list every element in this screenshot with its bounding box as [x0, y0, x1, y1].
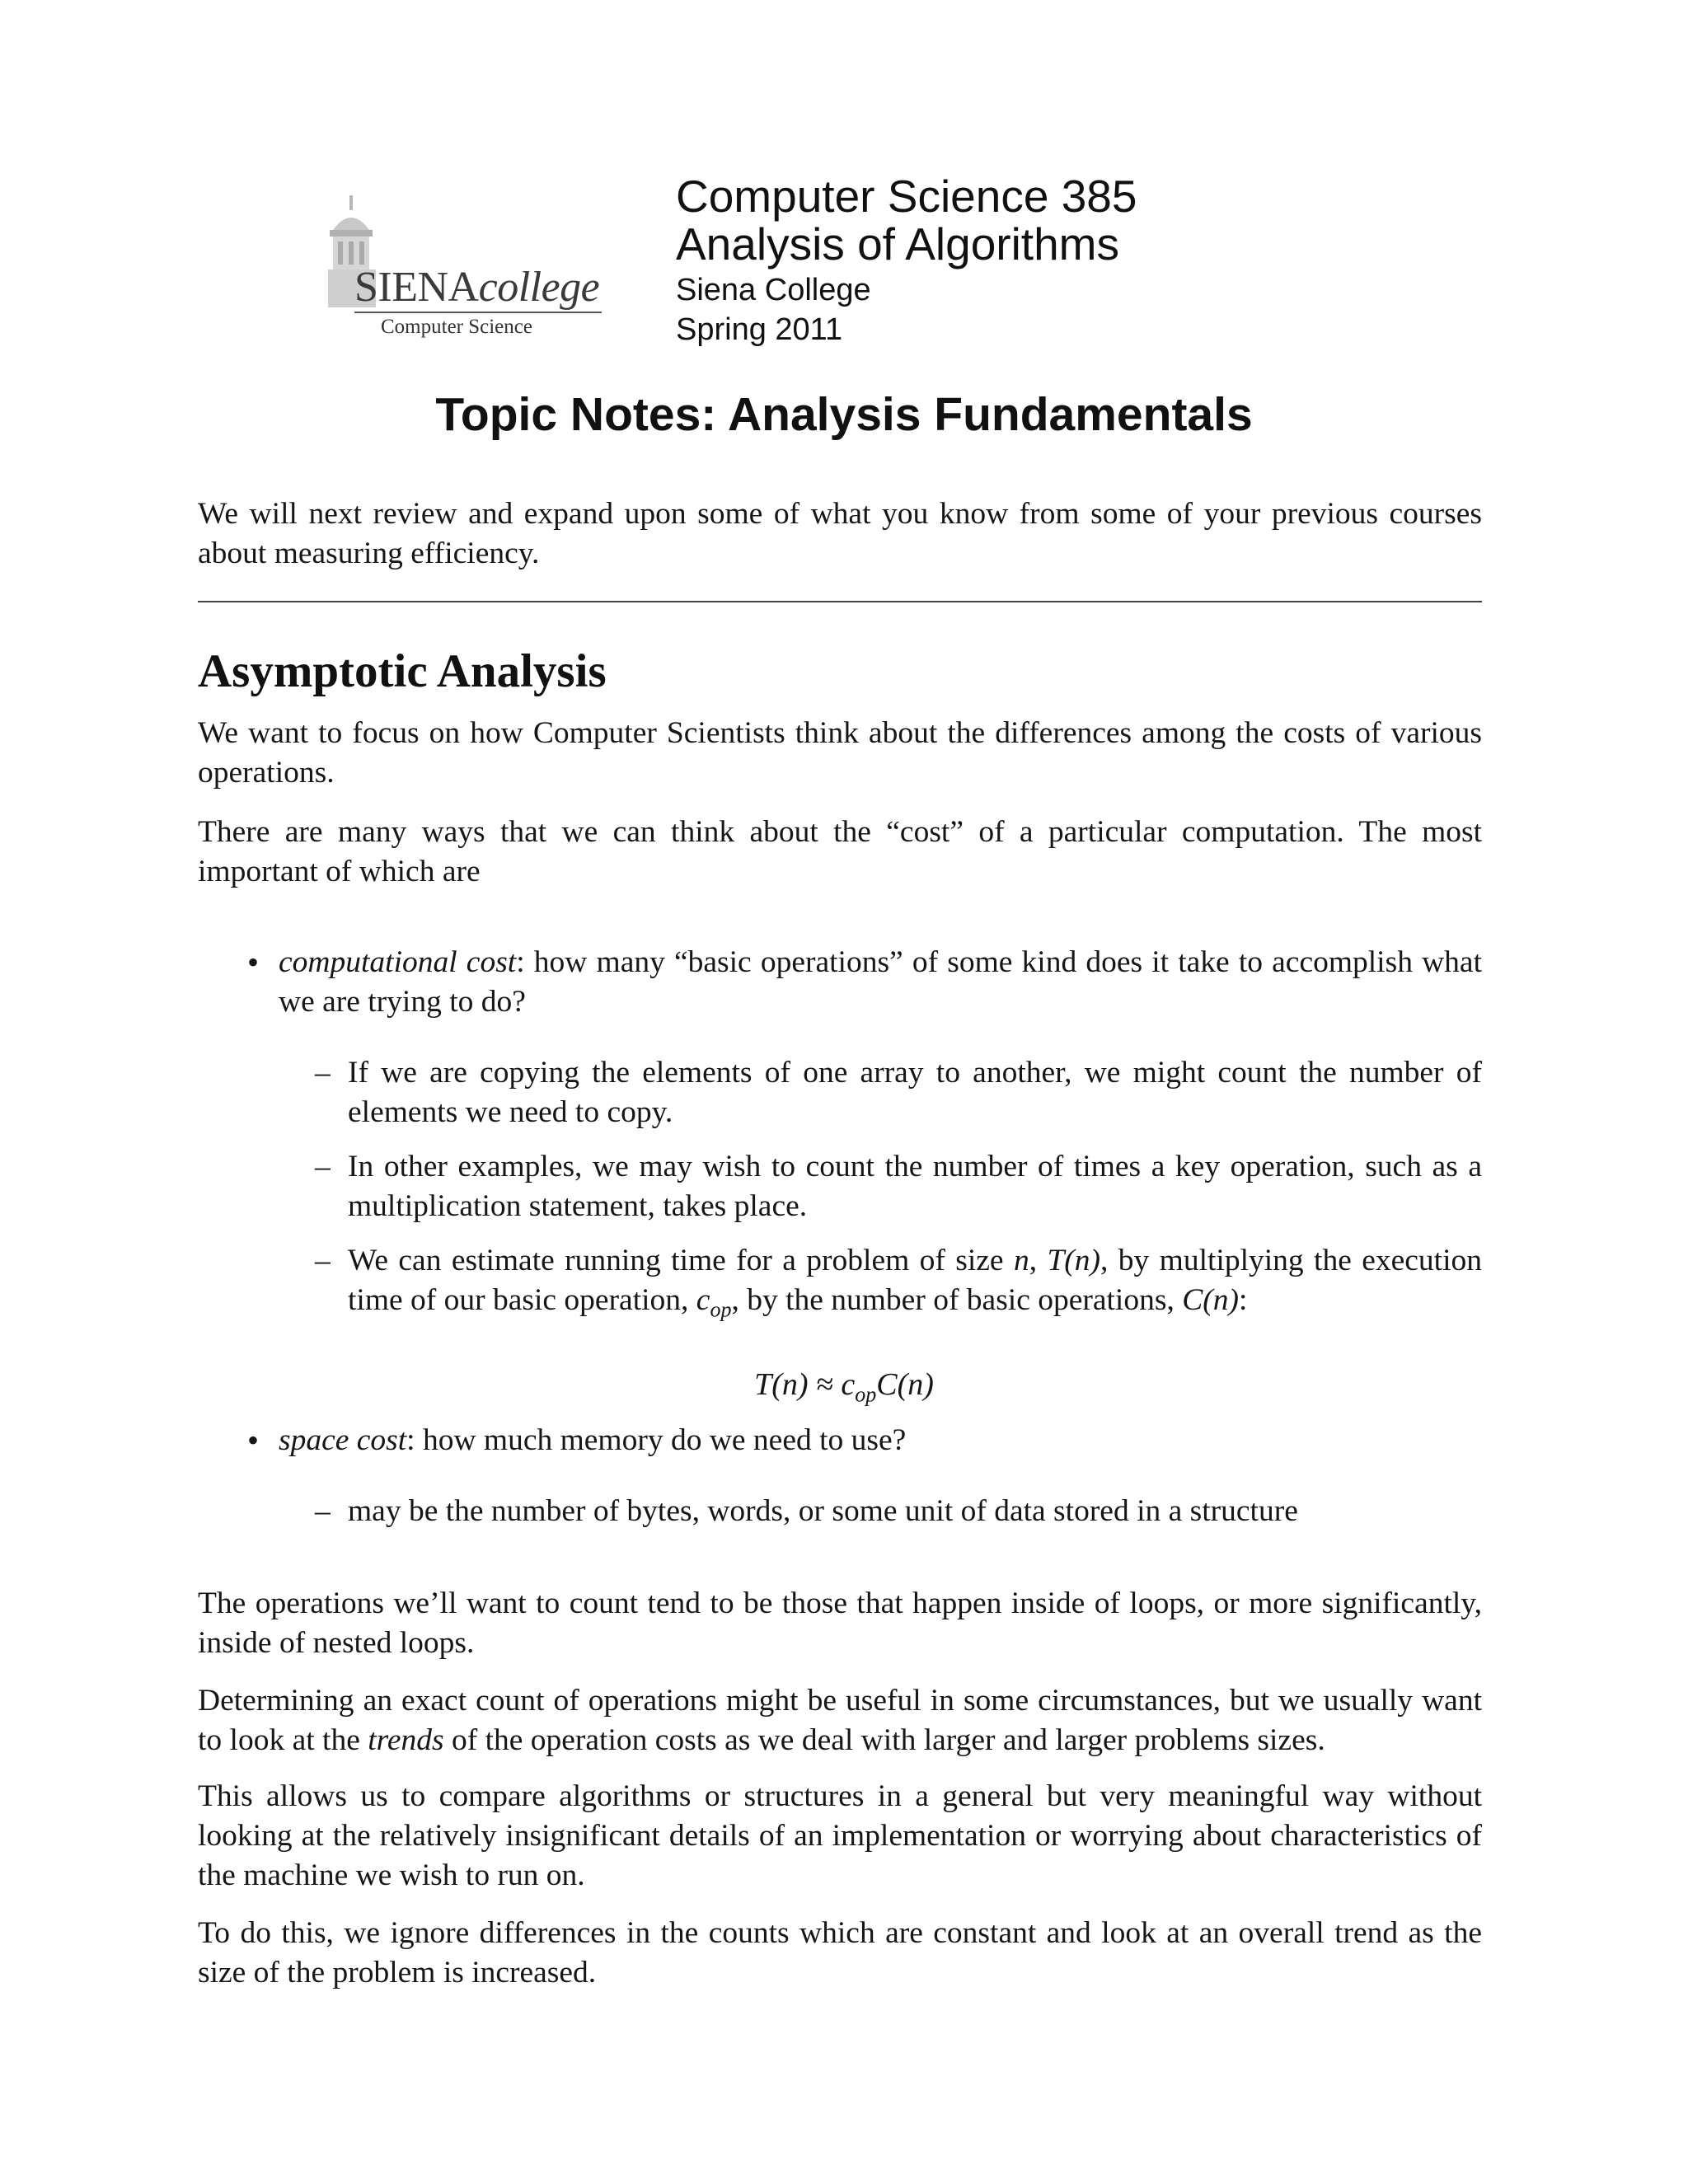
dash-icon: –	[315, 1056, 331, 1090]
logo-wordmark: SIENAcollege	[354, 264, 600, 311]
paragraph-5: This allows us to compare algorithms or structures in a general but very meaningful way without looking at the relatively insignificant details of an implementation or worrying about characteristics of the machine we wish to run on.	[198, 1779, 1482, 1892]
bullet-term: space cost	[279, 1423, 407, 1457]
section-heading: Asymptotic Analysis	[198, 645, 607, 697]
paragraph-2: There are many ways that we can think about the “cost” of a particular computation. The most important of which are	[198, 815, 1482, 888]
subitem-copy: If we are copying the elements of one array to another, we might count the number of elements we need to copy.	[348, 1056, 1482, 1129]
bullet-space-cost	[279, 1421, 1482, 1460]
bullet-icon: •	[247, 1422, 260, 1459]
divider	[198, 601, 1482, 602]
logo-subtitle: Computer Science	[381, 316, 532, 338]
course-title: Analysis of Algorithms	[676, 218, 1119, 269]
course-number: Computer Science 385	[676, 171, 1137, 222]
paragraph-6: To do this, we ignore differences in the counts which are constant and look at an overall trend as the size of the problem is increased.	[198, 1916, 1482, 1990]
dash-icon: –	[315, 1244, 331, 1277]
logo-rule	[354, 312, 602, 313]
bullet-term: computational cost	[279, 945, 517, 979]
page-title: Topic Notes: Analysis Fundamentals	[435, 388, 1253, 441]
subitem-estimate: We can estimate running time for a problem of size n, T(n), by multiplying the execution time of our basic operation, $c_{op}$, by the number of basic operations, C(n):	[348, 1244, 1482, 1322]
bullet-text: : how much memory do we need to use?	[406, 1423, 907, 1457]
paragraph-1: We want to focus on how Computer Scientists think about the differences among the costs of various operations.	[198, 716, 1482, 790]
siena-college-logo	[321, 194, 610, 346]
paragraph-3: The operations we’ll want to count tend to be those that happen inside of loops, or more significantly, inside of nested loops.	[198, 1586, 1482, 1660]
intro-paragraph: We will next review and expand upon some of what you know from some of your previous courses about measuring efficiency.	[198, 497, 1482, 570]
term: Spring 2011	[676, 312, 843, 347]
dash-icon: –	[315, 1150, 331, 1183]
equation: $T(n) \approx c_{op}C(n)$	[754, 1367, 934, 1407]
subitem-bytes: may be the number of bytes, words, or some unit of data stored in a structure	[348, 1494, 1298, 1528]
bullet-computational-cost	[279, 943, 1482, 1022]
bullet-text: : how many “basic operations” of some kind does it take to accomplish what we are trying to do?	[279, 945, 1482, 1019]
paragraph-4: Determining an exact count of operations might be useful in some circumstances, but we usually want to look at the trends of the operation costs as we deal with larger and larger problems sizes.	[198, 1684, 1482, 1757]
college-name: Siena College	[676, 273, 871, 307]
subitem-key-operation: In other examples, we may wish to count the number of times a key operation, such as a multiplication statement, takes place.	[348, 1150, 1482, 1223]
dash-icon: –	[315, 1494, 331, 1528]
bullet-icon: •	[247, 944, 260, 981]
